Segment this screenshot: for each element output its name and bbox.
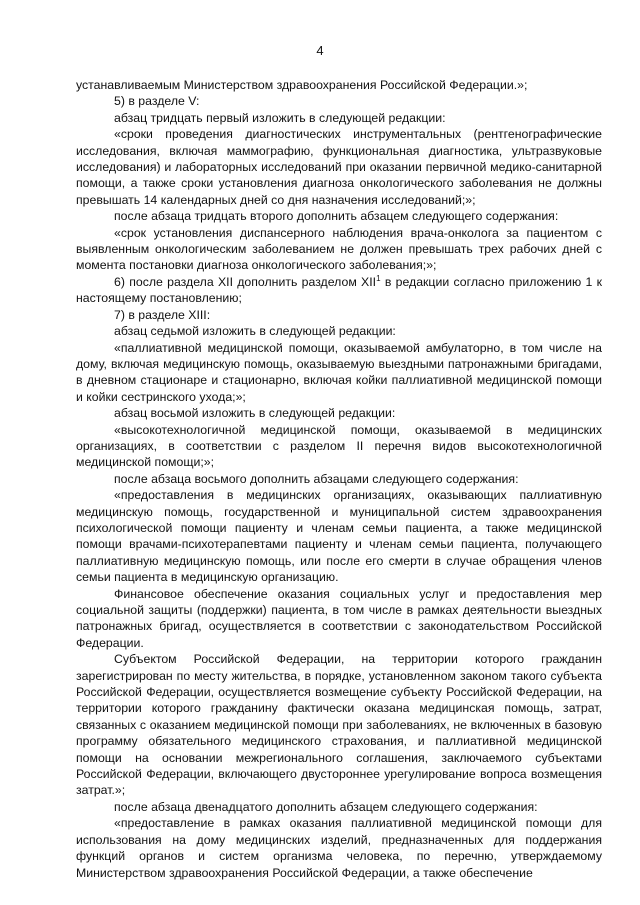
paragraph: Финансовое обеспечение оказания социальных услуг и предоставления мер социальной защиты (поддержки) пациента, в том числе в рамках деятельности выездных патронажных бригад, осуществляется в соответствии с законодательством Российской Федерации.: [76, 586, 602, 650]
paragraph: после абзаца тридцать второго дополнить абзацем следующего содержания:: [114, 209, 559, 224]
paragraph: после абзаца восьмого дополнить абзацами следующего содержания:: [114, 471, 519, 486]
paragraph: «предоставления в медицинских организациях, оказывающих паллиативную медицинскую помощь, государственной и муниципальной систем здравоохранения психологической помощи пациенту и членам семьи пациента, а также медицинской помощи врачами-психотерапевтами пациенту и членам семьи пациента, получающего паллиативную медицинскую помощь, или после его смерти в случае обращения членов семьи пациента в медицинскую организацию.: [76, 488, 602, 585]
paragraph: «сроки проведения диагностических инструментальных (рентгенографические исследования, включая маммографию, функциональная диагностика, ультразвуковые исследования) и лабораторных исследований при оказании первичной медико-санитарной помощи, а также сроки установления диагноза онкологического заболевания не должны превышать 14 календарных дней со дня назначения исследований;»;: [76, 127, 602, 207]
page-number: 4: [316, 43, 324, 58]
paragraph: абзац тридцать первый изложить в следующей редакции:: [114, 110, 446, 125]
paragraph: 7) в разделе XIII:: [114, 307, 211, 322]
paragraph: после абзаца двенадцатого дополнить абзацем следующего содержания:: [114, 799, 538, 814]
paragraph: «предоставление в рамках оказания паллиативной медицинской помощи для использования на дому медицинских изделий, предназначенных для поддержания функций органов и систем организма человека, по перечню, утверждаемому Министерством здравоохранения Российской Федерации, а также обеспечение: [76, 816, 602, 880]
paragraph: Субъектом Российской Федерации, на территории которого гражданин зарегистрирован по месту жительства, в порядке, установленном законом такого субъекта Российской Федерации, осуществляется возмещение субъекту Российской Федерации, на территории которого гражданину фактически оказана медицинская помощь, затрат, связанных с оказанием медицинской помощи при заболеваниях, не включенных в базовую программу обязательного медицинского страхования, и паллиативной медицинской помощи на основании межрегионального соглашения, заключаемого субъектами Российской Федерации, включающего двустороннее урегулирование вопроса возмещения затрат.»;: [76, 652, 602, 798]
document-body: [76, 77, 602, 881]
paragraph: [76, 274, 602, 307]
paragraph: устанавливаемым Министерством здравоохранения Российской Федерации.»;: [76, 78, 528, 92]
paragraph: 5) в разделе V:: [114, 94, 200, 109]
paragraph: «высокотехнологичной медицинской помощи, оказываемой в медицинских организациях, в соответствии с разделом II перечня видов высокотехнологичной медицинской помощи;»;: [76, 422, 602, 470]
superscript: 1: [376, 273, 381, 283]
paragraph-text: в редакции согласно приложению 1 к настоящему постановлению;: [76, 274, 602, 306]
paragraph: «срок установления диспансерного наблюдения врача-онколога за пациентом с выявленным онкологическим заболеванием не должен превышать трех рабочих дней с момента постановки диагноза онкологического заболевания;»;: [76, 225, 602, 273]
paragraph: абзац восьмой изложить в следующей редакции:: [114, 406, 396, 421]
paragraph: абзац седьмой изложить в следующей редакции:: [114, 324, 396, 339]
paragraph-text: 6) после раздела XII дополнить разделом XII: [114, 274, 377, 289]
paragraph: «паллиативной медицинской помощи, оказываемой амбулаторно, в том числе на дому, включая медицинскую помощь, оказываемую выездными патронажными бригадами, в дневном стационаре и стационарно, включая койки паллиативной медицинской помощи и койки сестринского ухода;»;: [76, 340, 602, 404]
